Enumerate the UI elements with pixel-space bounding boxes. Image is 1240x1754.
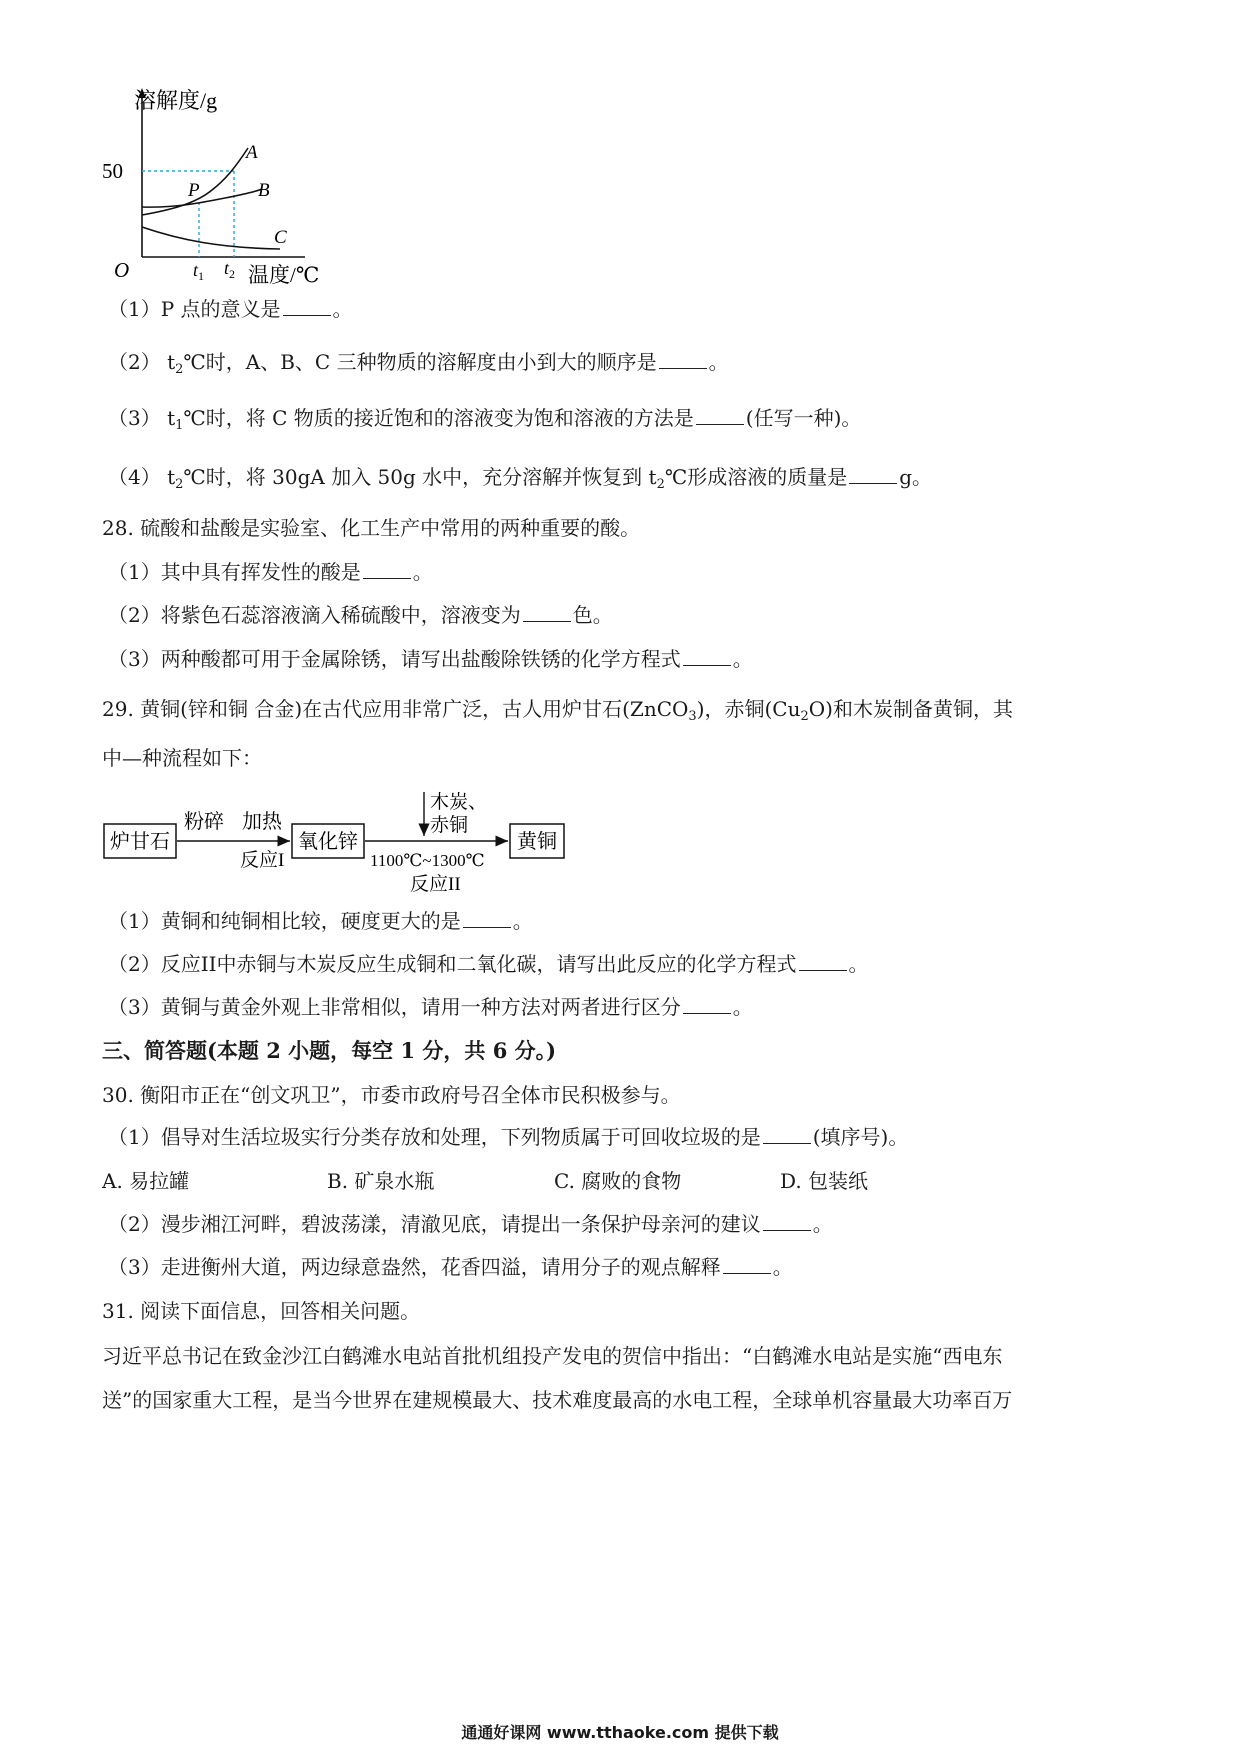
curve-b bbox=[142, 189, 262, 207]
q27-part3: （3） $t_1℃$时，将 C 物质的接近饱和的溶液变为饱和溶液的方法是 (任写一种)。 bbox=[108, 406, 862, 433]
t2-label: $t_2$ bbox=[224, 258, 236, 281]
answer-blank[interactable] bbox=[683, 647, 731, 666]
curve-c bbox=[142, 227, 280, 249]
answer-blank[interactable] bbox=[696, 406, 744, 425]
origin-label: O bbox=[114, 258, 130, 282]
solubility-graph bbox=[100, 82, 350, 287]
q30-part1: （1）倡导对生活垃圾实行分类存放和处理，下列物质属于可回收垃圾的是 (填序号)。 bbox=[108, 1125, 909, 1149]
curve-a-label: A bbox=[246, 142, 258, 163]
temperature-condition: 1100℃~1300℃ bbox=[370, 851, 485, 870]
answer-blank[interactable] bbox=[683, 995, 731, 1014]
answer-blank[interactable] bbox=[363, 560, 411, 579]
answer-blank[interactable] bbox=[763, 1125, 811, 1144]
box-luganshi-label: 炉甘石 bbox=[110, 831, 170, 853]
q31-paragraph-line2: 送”的国家重大工程，是当今世界在建规模最大、技术难度最高的水电工程，全球单机容量最大功率百万 bbox=[102, 1388, 1013, 1412]
reaction-1-label: 反应I bbox=[240, 850, 285, 871]
answer-blank[interactable] bbox=[763, 1212, 811, 1231]
q29-part2: （2）反应II中赤铜与木炭反应生成铜和二氧化碳，请写出此反应的化学方程式 。 bbox=[108, 952, 869, 976]
q27-part4: （4） $t_2℃$时，将 30gA 加入 50g 水中，充分溶解并恢复到 $t_2℃$形成溶液的质量是 g。 bbox=[108, 465, 933, 492]
q28-part1: （1）其中具有挥发性的酸是 。 bbox=[108, 560, 433, 584]
y-tick-50: 50 bbox=[102, 159, 123, 183]
q29-part1: （1）黄铜和纯铜相比较，硬度更大的是 。 bbox=[108, 909, 533, 933]
answer-blank[interactable] bbox=[849, 465, 897, 484]
page-footer: 通通好课网 www.tthaoke.com 提供下载 bbox=[461, 1723, 779, 1742]
answer-blank[interactable] bbox=[659, 350, 707, 369]
step-grind: 粉碎 bbox=[184, 811, 224, 833]
q30-option-d: D. 包装纸 bbox=[780, 1169, 869, 1193]
reaction-2-label: 反应II bbox=[410, 874, 461, 895]
additive-line1: 木炭、 bbox=[430, 792, 488, 813]
q28-stem: 28. 硫酸和盐酸是实验室、化工生产中常用的两种重要的酸。 bbox=[102, 516, 641, 540]
q30-option-c: C. 腐败的食物 bbox=[554, 1169, 682, 1193]
process-flow-diagram bbox=[100, 786, 660, 906]
answer-blank[interactable] bbox=[723, 1255, 771, 1274]
answer-blank[interactable] bbox=[799, 952, 847, 971]
curve-c-label: C bbox=[274, 227, 287, 248]
point-p-label: P bbox=[188, 180, 200, 201]
q30-stem: 30. 衡阳市正在“创文巩卫”，市委市政府号召全体市民积极参与。 bbox=[102, 1083, 681, 1107]
q27-part2: （2） $t_2℃$时，A、B、C 三种物质的溶解度由小到大的顺序是 。 bbox=[108, 350, 729, 377]
q29-stem: 29. 黄铜(锌和铜 合金)在古代应用非常广泛，古人用炉甘石(ZnCO$_3$)，赤铜$(Cu_2O)$和木炭制备黄铜，其 bbox=[102, 697, 1013, 724]
y-axis-label: 溶解度/g bbox=[134, 88, 218, 113]
q30-part3: （3）走进衡州大道，两边绿意盎然，花香四溢，请用分子的观点解释 。 bbox=[108, 1255, 793, 1279]
q29-part3: （3）黄铜与黄金外观上非常相似，请用一种方法对两者进行区分 。 bbox=[108, 995, 753, 1019]
answer-blank[interactable] bbox=[523, 603, 571, 622]
box-zno-label: 氧化锌 bbox=[298, 831, 358, 853]
q31-stem: 31. 阅读下面信息，回答相关问题。 bbox=[102, 1299, 421, 1323]
answer-blank[interactable] bbox=[283, 297, 331, 316]
additive-line2: 赤铜 bbox=[430, 815, 469, 836]
section-3-heading: 三、简答题(本题 2 小题，每空 1 分，共 6 分。) bbox=[102, 1038, 557, 1063]
q30-part2: （2）漫步湘江河畔，碧波荡漾，清澈见底，请提出一条保护母亲河的建议 。 bbox=[108, 1212, 833, 1236]
curve-b-label: B bbox=[258, 180, 270, 201]
q30-option-a: A. 易拉罐 bbox=[102, 1169, 190, 1193]
q28-part3: （3）两种酸都可用于金属除锈，请写出盐酸除铁锈的化学方程式 。 bbox=[108, 647, 753, 671]
q28-part2: （2）将紫色石蕊溶液滴入稀硫酸中，溶液变为 色。 bbox=[108, 603, 613, 627]
t1-label: $t_1$ bbox=[193, 260, 205, 283]
x-axis-label: 温度/℃ bbox=[248, 263, 320, 287]
q30-option-b: B. 矿泉水瓶 bbox=[327, 1169, 435, 1193]
box-brass-label: 黄铜 bbox=[517, 831, 557, 853]
q27-part1: （1）P 点的意义是 。 bbox=[108, 297, 353, 321]
answer-blank[interactable] bbox=[463, 909, 511, 928]
q29-stem-line2: 中—种流程如下： bbox=[102, 746, 262, 770]
step-heat: 加热 bbox=[242, 811, 282, 833]
q31-paragraph-line1: 习近平总书记在致金沙江白鹤滩水电站首批机组投产发电的贺信中指出：“白鹤滩水电站是实施“西电东 bbox=[102, 1344, 1003, 1368]
